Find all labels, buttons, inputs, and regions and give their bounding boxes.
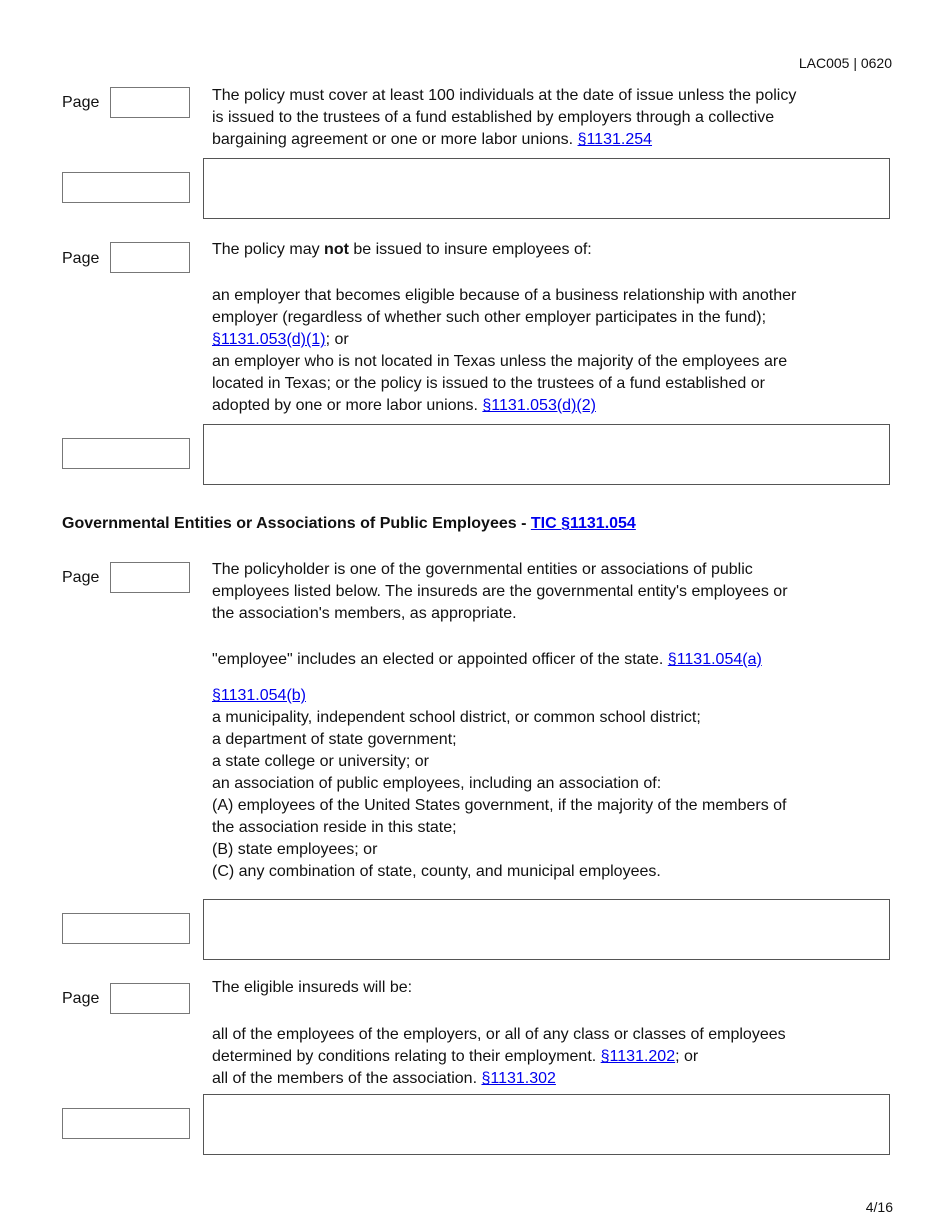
requirement-text <box>212 285 796 417</box>
text: ; or <box>325 331 349 348</box>
heading-text: Governmental Entities or Associations of Public Employees - <box>62 515 531 532</box>
employee-definition <box>212 649 762 671</box>
statute-link[interactable]: §1131.302 <box>481 1070 556 1087</box>
statute-link[interactable]: §1131.054(b) <box>212 687 306 704</box>
statute-link[interactable]: §1131.054(a) <box>667 651 762 668</box>
comment-small-input[interactable] <box>62 1108 190 1139</box>
form-id: LAC005 | 0620 <box>798 55 892 71</box>
list-item: the association reside in this state; <box>212 819 457 836</box>
section-heading <box>62 515 636 533</box>
entity-list <box>212 685 786 883</box>
statute-link[interactable]: §1131.053(d)(2) <box>482 397 596 414</box>
text: be issued to insure employees of: <box>348 241 592 258</box>
comment-small-input[interactable] <box>62 172 190 203</box>
requirement-text <box>212 559 788 625</box>
list-item: (C) any combination of state, county, and municipal employees. <box>212 863 661 880</box>
comment-input[interactable] <box>203 424 890 485</box>
page-number-input[interactable] <box>110 242 190 273</box>
bold-text: not <box>324 241 349 258</box>
text-line: located in Texas; or the policy is issued to the trustees of a fund established or <box>212 375 765 392</box>
page-label: Page <box>62 250 100 267</box>
requirement-intro <box>212 239 592 261</box>
comment-small-input[interactable] <box>62 913 190 944</box>
text-line: all of the employees of the employers, or all of any class or classes of employees <box>212 1026 786 1043</box>
text-line: is issued to the trustees of a fund established by employers through a collective <box>212 109 775 126</box>
statute-link[interactable]: §1131.053(d)(1) <box>212 331 326 348</box>
text-line: all of the members of the association. <box>212 1070 482 1087</box>
comment-input[interactable] <box>203 1094 890 1155</box>
text-line: an employer who is not located in Texas unless the majority of the employees are <box>212 353 788 370</box>
list-item: a municipality, independent school district, or common school district; <box>212 709 701 726</box>
page-number: 4/16 <box>865 1199 893 1215</box>
page-label: Page <box>62 990 100 1007</box>
statute-link[interactable]: §1131.254 <box>577 131 653 148</box>
text-line: employer (regardless of whether such other employer participates in the fund); <box>212 309 767 326</box>
comment-input[interactable] <box>203 158 890 219</box>
text-line: the association's members, as appropriate. <box>212 605 517 622</box>
list-item: a state college or university; or <box>212 753 429 770</box>
page-number-input[interactable] <box>110 562 190 593</box>
page-number-input[interactable] <box>110 983 190 1014</box>
text-line: an employer that becomes eligible because of a business relationship with another <box>212 287 797 304</box>
page-number-input[interactable] <box>110 87 190 118</box>
list-item: (A) employees of the United States government, if the majority of the members of <box>212 797 787 814</box>
text-line: employees listed below. The insureds are the governmental entity's employees or <box>212 583 788 600</box>
list-item: an association of public employees, including an association of: <box>212 775 662 792</box>
list-item: (B) state employees; or <box>212 841 378 858</box>
comment-input[interactable] <box>203 899 890 960</box>
page-label: Page <box>62 94 100 111</box>
text-line: adopted by one or more labor unions. <box>212 397 483 414</box>
list-item: a department of state government; <box>212 731 457 748</box>
section-statute-link[interactable]: TIC §1131.054 <box>530 515 636 532</box>
text-line: The policy must cover at least 100 individuals at the date of issue unless the policy <box>212 87 797 104</box>
text-line: bargaining agreement or one or more labor unions. <box>212 131 578 148</box>
text-line: determined by conditions relating to their employment. <box>212 1048 601 1065</box>
comment-small-input[interactable] <box>62 438 190 469</box>
text: ; or <box>675 1048 699 1065</box>
requirement-text <box>212 1024 786 1090</box>
requirement-text <box>212 85 796 151</box>
page-label: Page <box>62 569 100 586</box>
text-line: The policyholder is one of the governmental entities or associations of public <box>212 561 753 578</box>
statute-link[interactable]: §1131.202 <box>600 1048 676 1065</box>
requirement-intro: The eligible insureds will be: <box>212 979 413 996</box>
text: "employee" includes an elected or appointed officer of the state. <box>212 651 668 668</box>
text: The policy may <box>212 241 325 258</box>
